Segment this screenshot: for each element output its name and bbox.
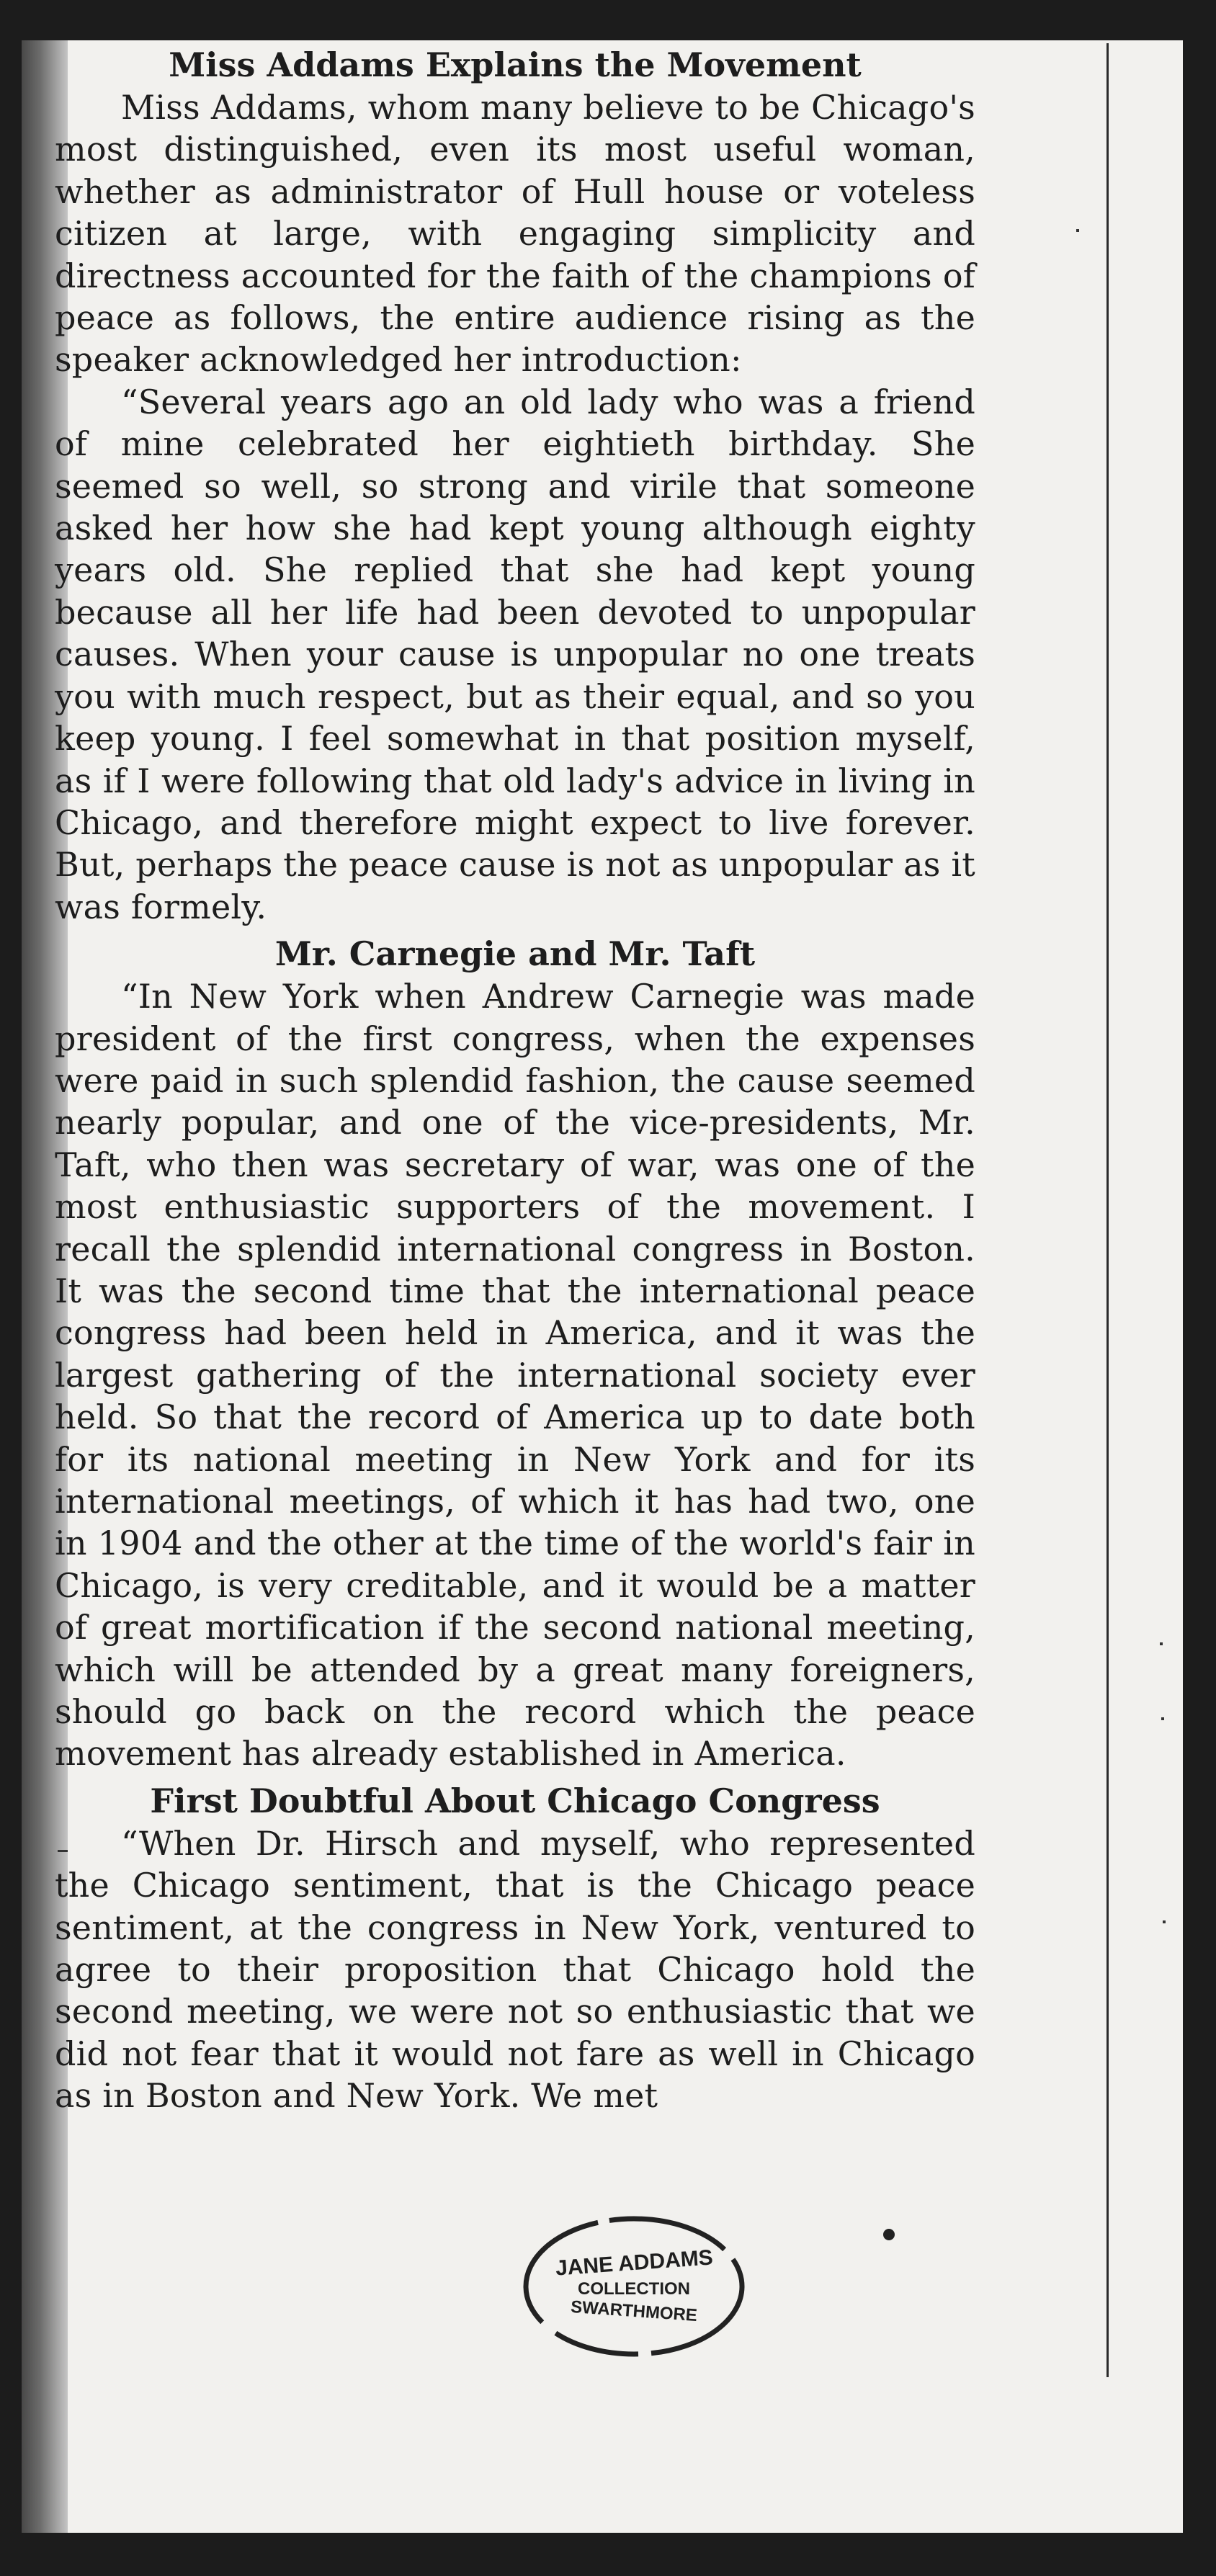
ink-speck [58,1850,68,1852]
paragraph: “When Dr. Hirsch and myself, who represented the Chicago sentiment, that is the Chicago peace sentiment, at the congress in New York, ventured to agree to their proposition that Chicago hold the second meeting, we were not so enthusiastic that we did not fear that it would not fare as well in Chicago as in Boston and New York. We met [55,1823,975,2116]
stamp-line-3: SWARTHMORE [570,2297,698,2326]
ink-speck [1160,1642,1163,1645]
ink-speck [1163,1920,1166,1923]
paragraph: Miss Addams, whom many believe to be Chicago's most distinguished, even its most useful woman, whether as administrator of Hull house or voteless citizen at large, with engaging simplicity and directness accounted for the faith of the champions of peace as follows, the entire audience rising as the speaker acknowledged her introduction: [55,88,975,380]
paragraph: “In New York when Andrew Carnegie was made president of the first congress, when the expenses were paid in such splendid fashion, the cause seemed nearly popular, and one of the vice-presidents, Mr. Taft, who then was secretary of war, was one of the most enthusiastic supporters of the movement. I recall the splendid international congress in Boston. It was the second time that the international peace congress had been held in America, and it was the largest gathering of the international society ever held. So that the record of America up to date both for its national meeting in New York and for its international meetings, of which it has had two, one in 1904 and the other at the time of the world's fair in Chicago, is very creditable, and it would be a matter of great mortification if the second national meeting, which will be attended by a great many foreigners, should go back on the record which the peace movement has already established in America. [55,977,975,1774]
article-column [55,43,975,2117]
stamp-line-1: JANE ADDAMS [554,2245,714,2281]
section-heading: Miss Addams Explains the Movement [169,45,862,84]
paragraph: “Several years ago an old lady who was a friend of mine celebrated her eightieth birthday. She seemed so well, so strong and virile that someone asked her how she had kept young although eighty years old. She replied that she had kept young because all her life had been devoted to unpopular causes. When your cause is unpopular no one treats you with much respect, but as their equal, and so you keep young. I feel somewhat in that position myself, as if I were following that old lady's advice in living in Chicago, and therefore might expect to live forever. But, perhaps the peace cause is not as unpopular as it was formely. [55,382,975,926]
stamp-line-2: COLLECTION [578,2278,690,2299]
ink-speck [1076,229,1079,232]
ink-speck [1161,1717,1164,1720]
section-heading: Mr. Carnegie and Mr. Taft [274,934,756,974]
collection-stamp [520,2213,748,2360]
ink-dot [883,2229,895,2240]
section-heading: First Doubtful About Chicago Congress [150,1781,880,1820]
column-rule [1107,43,1109,2377]
